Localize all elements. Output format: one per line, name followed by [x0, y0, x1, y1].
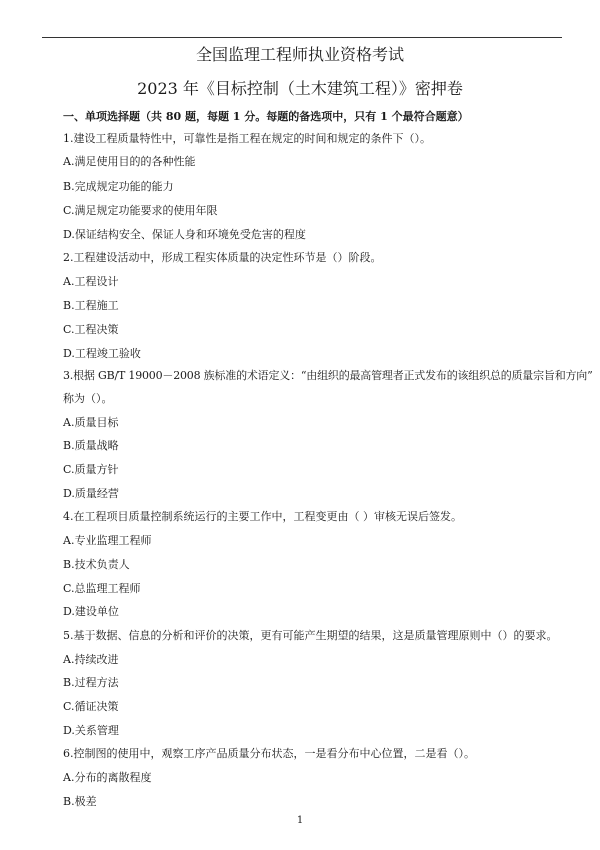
section-heading: 一、单项选择题（共 80 题，每题 1 分。每题的备选项中，只有 1 个最符合题意）	[63, 110, 469, 123]
question-4-option-c: C.总监理工程师	[63, 582, 141, 595]
question-5-option-a: A.持续改进	[63, 653, 119, 666]
question-6-option-a: A.分布的离散程度	[63, 771, 152, 784]
question-6-stem: 6.控制图的使用中，观察工序产品质量分布状态，一是看分布中心位置，二是看（）。	[63, 747, 475, 760]
question-5-option-d: D.关系管理	[63, 724, 119, 737]
question-3-option-c: C.质量方针	[63, 463, 119, 476]
question-6-option-b: B.极差	[63, 795, 97, 808]
paper-title: 2023 年《目标控制（土木建筑工程）》密押卷	[137, 79, 463, 98]
question-3-option-b: B.质量战略	[63, 439, 119, 452]
question-2-stem: 2.工程建设活动中，形成工程实体质量的决定性环节是（）阶段。	[63, 251, 382, 264]
question-4-option-d: D.建设单位	[63, 605, 119, 618]
question-5-option-c: C.循证决策	[63, 700, 119, 713]
question-1-stem: 1.建设工程质量特性中，可靠性是指工程在规定的时间和规定的条件下（）。	[63, 132, 431, 145]
question-3-option-d: D.质量经营	[63, 487, 119, 500]
question-2-option-c: C.工程决策	[63, 323, 119, 336]
question-4-stem: 4.在工程项目质量控制系统运行的主要工作中，工程变更由（ ）审核无误后签发。	[63, 510, 462, 523]
exam-title: 全国监理工程师执业资格考试	[195, 45, 404, 64]
question-2-option-b: B.工程施工	[63, 299, 119, 312]
question-3-option-a: A.质量目标	[63, 416, 119, 429]
question-4-option-a: A.专业监理工程师	[63, 534, 152, 547]
header-rule	[42, 37, 562, 38]
question-2-option-d: D.工程竣工验收	[63, 347, 141, 360]
question-1-option-a: A.满足使用目的的各种性能	[63, 155, 196, 168]
page-number: 1	[296, 815, 304, 826]
question-5-option-b: B.过程方法	[63, 676, 119, 689]
question-1-option-b: B.完成规定功能的能力	[63, 180, 174, 193]
question-3-stem-continued: 称为（）。	[63, 392, 113, 405]
question-1-option-c: C.满足规定功能要求的使用年限	[63, 204, 218, 217]
question-4-option-b: B.技术负责人	[63, 558, 130, 571]
question-3-stem: 3.根据 GB/T 19000－2008 族标准的术语定义：“由组织的最高管理者正式发布的该组织总的质量宗旨和方向”	[63, 369, 593, 382]
question-2-option-a: A.工程设计	[63, 275, 119, 288]
question-1-option-d: D.保证结构安全、保证人身和环境免受危害的程度	[63, 228, 306, 241]
question-5-stem: 5.基于数据、信息的分析和评价的决策，更有可能产生期望的结果，这是质量管理原则中（）的要求。	[63, 629, 558, 642]
